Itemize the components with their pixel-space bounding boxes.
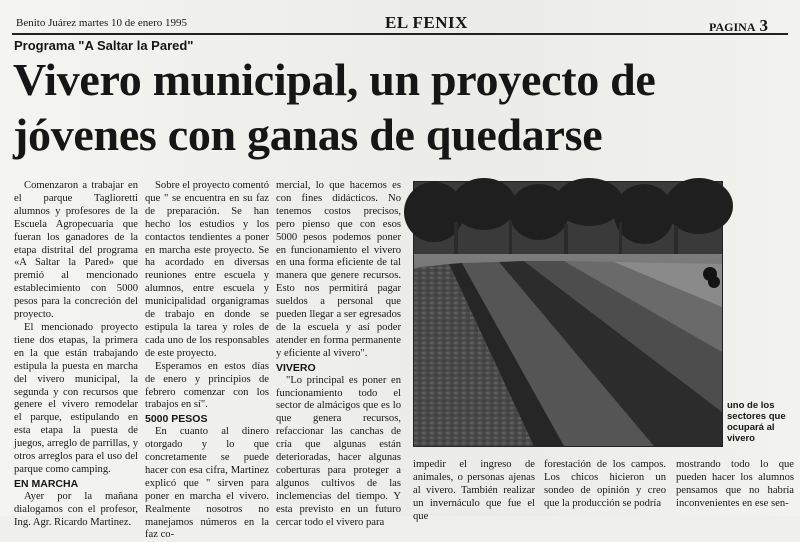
newspaper-name: EL FENIX — [385, 13, 468, 32]
article-kicker: Programa "A Saltar la Pared" — [14, 38, 194, 53]
subheading-en-marcha: EN MARCHA — [14, 477, 79, 490]
subheading-5000-pesos: 5000 PESOS — [145, 413, 208, 426]
paragraph: Sobre el proyecto comentó que " se encuentra en su faz de preparación. Se han hecho los estudios y los contactos tendientes a poner en marcha este proyecto. Se ha acordado en diversas reuniones entre escuela y alumnos, entre escuela y municipalidad organigramas de trabajo en donde se estipula la tarea y roles de cada uno de los responsables de este proyecto. — [145, 180, 269, 359]
article-column-1 — [14, 180, 138, 528]
article-headline — [13, 52, 753, 162]
photo-caption: uno de los sectores que ocupará al vivero — [727, 400, 786, 444]
article-column-2 — [145, 180, 269, 541]
subheading-vivero: VIVERO — [276, 361, 316, 374]
headline-line-2: jóvenes con ganas de quedarse — [13, 109, 603, 160]
page-header — [10, 14, 780, 34]
article-column-3 — [276, 180, 401, 528]
paragraph: En cuanto al dinero otorgado y lo que concretamente se puede hacer con esa cifra, Martinez explicó que " sirven para poner en marcha el vivero. Realmente nosotros no manejamos números en la faz co- — [145, 426, 269, 541]
nursery-photo — [413, 181, 723, 447]
paragraph: Esperamos en estos días de enero y principios de febrero comenzar con los trabajos en sí". — [145, 360, 269, 411]
article-column-4: impedir el ingreso de animales, o personas ajenas al vivero. También realizar un invernáculo que fue el que — [413, 459, 535, 522]
headline-line-1: Vivero municipal, un proyecto de — [13, 54, 656, 105]
page-label: PAGINA — [709, 20, 756, 34]
paragraph: "Lo principal es poner en funcionamiento todo el sector de almácigos que es lo que genera recursos, refaccionar las canchas de cría que algunas están deterioradas, hacer algunas coberturas para proteger a algunos cultivos de las inclemencias del tiempo. Y esta previsto en un futuro cercar todo el vivero para — [276, 374, 401, 528]
paragraph: Ayer por la mañana dialogamos con el profesor, Ing. Agr. Ricardo Martinez. — [14, 490, 138, 528]
paragraph: mercial, lo que hacemos es con fines didácticos. No tenemos costos precisos, pero pienso que con esos 5000 pesos podemos poner en funcionamiento el vivero en una forma eficiente de tal manera que genere recursos. Esto nos permitirá pagar sueldos a personal que pueden llegar a ser egresados de la escuela y así poder atender en forma permanente y eficiente al vivero". — [276, 180, 401, 359]
paragraph: El mencionado proyecto tiene dos etapas, la primera en la que están trabajando estipula la puesta en marcha del vivero municipal, la segunda y con recursos que genere el vivero remodelar el parque, estipulando en esta etapa la puesta de juegos, arreglo de parrillas, y otros arreglos para el uso del parque como camping. — [14, 321, 138, 475]
article-column-5: forestación de los campos. Los chicos hicieron un sondeo de opinión y creo que la producción se podría — [544, 459, 666, 509]
article-column-6: mostrando todo lo que pueden hacer los alumnos pensamos que no habría inconvenientes en ese sen- — [676, 459, 794, 509]
header-rule — [12, 33, 788, 35]
issue-date: Benito Juárez martes 10 de enero 1995 — [16, 17, 188, 29]
nursery-photo-image — [414, 182, 722, 446]
page-number: 3 — [759, 16, 768, 35]
paragraph: Comenzaron a trabajar en el parque Taglioretti alumnos y profesores de la Escuela Agropecuaria que fueran los ganadores de la etapa distrital del programa «A Saltar la Pared» que premió al mencionado establecimiento con 5000 pesos para la concreción del proyecto. — [14, 180, 138, 321]
